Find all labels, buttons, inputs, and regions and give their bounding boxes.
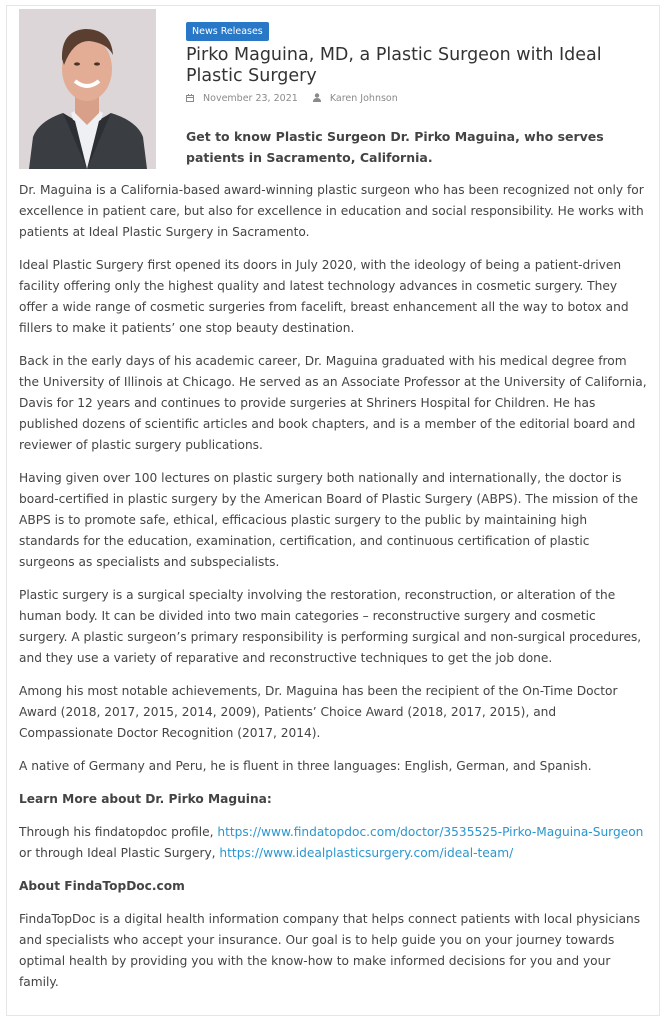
paragraph: Plastic surgery is a surgical specialty involving the restoration, reconstruction, or alteration of the human body. It can be divided into two main categories – reconstructive surgery and cosmetic surgery. A plastic surgeon’s primary responsibility is performing surgical and non-surgical procedures, and they use a variety of reparative and reconstructive techniques to get the job done. xyxy=(19,588,642,665)
paragraph: Having given over 100 lectures on plastic surgery both nationally and internationally, the doctor is board-certified in plastic surgery by the American Board of Plastic Surgery (ABPS). The mission of the ABPS is to promote safe, ethical, efficacious plastic surgery to the public by maintaining high standards for the education, examination, certification, and continuous certification of plastic surgeons as specialists and subspecialists. xyxy=(19,471,638,569)
about-paragraph: FindaTopDoc is a digital health information company that helps connect patients with local physicians and specialists who accept your insurance. Our goal is to help guide you on your journey towards optimal health by providing you with the know-how to make informed decisions for you and your family. xyxy=(19,912,641,989)
learn-more-paragraph xyxy=(19,822,647,864)
post-date[interactable]: November 23, 2021 xyxy=(203,93,298,104)
article-title: Pirko Maguina, MD, a Plastic Surgeon with Ideal Plastic Surgery xyxy=(186,45,602,86)
ideal-plastic-surgery-link[interactable]: https://www.idealplasticsurgery.com/ideal-team/ xyxy=(219,846,514,860)
learn-more-heading-text: Learn More about Dr. Pirko Maguina: xyxy=(19,792,272,806)
post-meta xyxy=(186,93,404,105)
paragraph: Dr. Maguina is a California-based award-winning plastic surgeon who has been recognized not only for excellence in patient care, but also for excellence in education and social responsibility. He works with patients at Ideal Plastic Surgery in Sacramento. xyxy=(19,183,644,239)
about-heading-text: About FindaTopDoc.com xyxy=(19,879,185,893)
about-heading xyxy=(19,876,647,897)
learn-more-middle: or through Ideal Plastic Surgery, xyxy=(19,846,220,860)
learn-more-prefix: Through his findatopdoc profile, xyxy=(19,825,218,839)
calendar-icon xyxy=(186,93,197,104)
findatopdoc-profile-link[interactable]: https://www.findatopdoc.com/doctor/3535525-Pirko-Maguina-Surgeon xyxy=(217,825,644,839)
doctor-photo xyxy=(19,9,156,169)
user-icon xyxy=(307,93,324,104)
paragraph: Back in the early days of his academic career, Dr. Maguina graduated with his medical degree from the University of Illinois at Chicago. He served as an Associate Professor at the University of California, Davis for 12 years and continues to provide surgeries at Shriners Hospital for Children. He has published dozens of scientific articles and book chapters, and is a member of the editorial board and reviewer of plastic surgery publications. xyxy=(19,354,647,452)
article-lead: Get to know Plastic Surgeon Dr. Pirko Maguina, who serves patients in Sacramento, California. xyxy=(186,129,604,165)
paragraph: A native of Germany and Peru, he is fluent in three languages: English, German, and Spanish. xyxy=(19,759,592,773)
category-badge[interactable]: News Releases xyxy=(186,22,269,41)
paragraph: Ideal Plastic Surgery first opened its doors in July 2020, with the ideology of being a patient-driven facility offering only the highest quality and latest technology advances in cosmetic surgery. They offer a wide range of cosmetic surgeries from facelift, breast enhancement all the way to botox and fillers to make it patients’ one stop beauty destination. xyxy=(19,258,629,335)
learn-more-heading xyxy=(19,789,647,810)
article-body xyxy=(19,180,647,1005)
paragraph: Among his most notable achievements, Dr. Maguina has been the recipient of the On-Time Doctor Award (2018, 2017, 2015, 2014, 2009), Patients’ Choice Award (2018, 2017, 2015), and Compassionate Doctor Recognition (2017, 2014). xyxy=(19,684,618,740)
post-author[interactable]: Karen Johnson xyxy=(329,93,398,104)
